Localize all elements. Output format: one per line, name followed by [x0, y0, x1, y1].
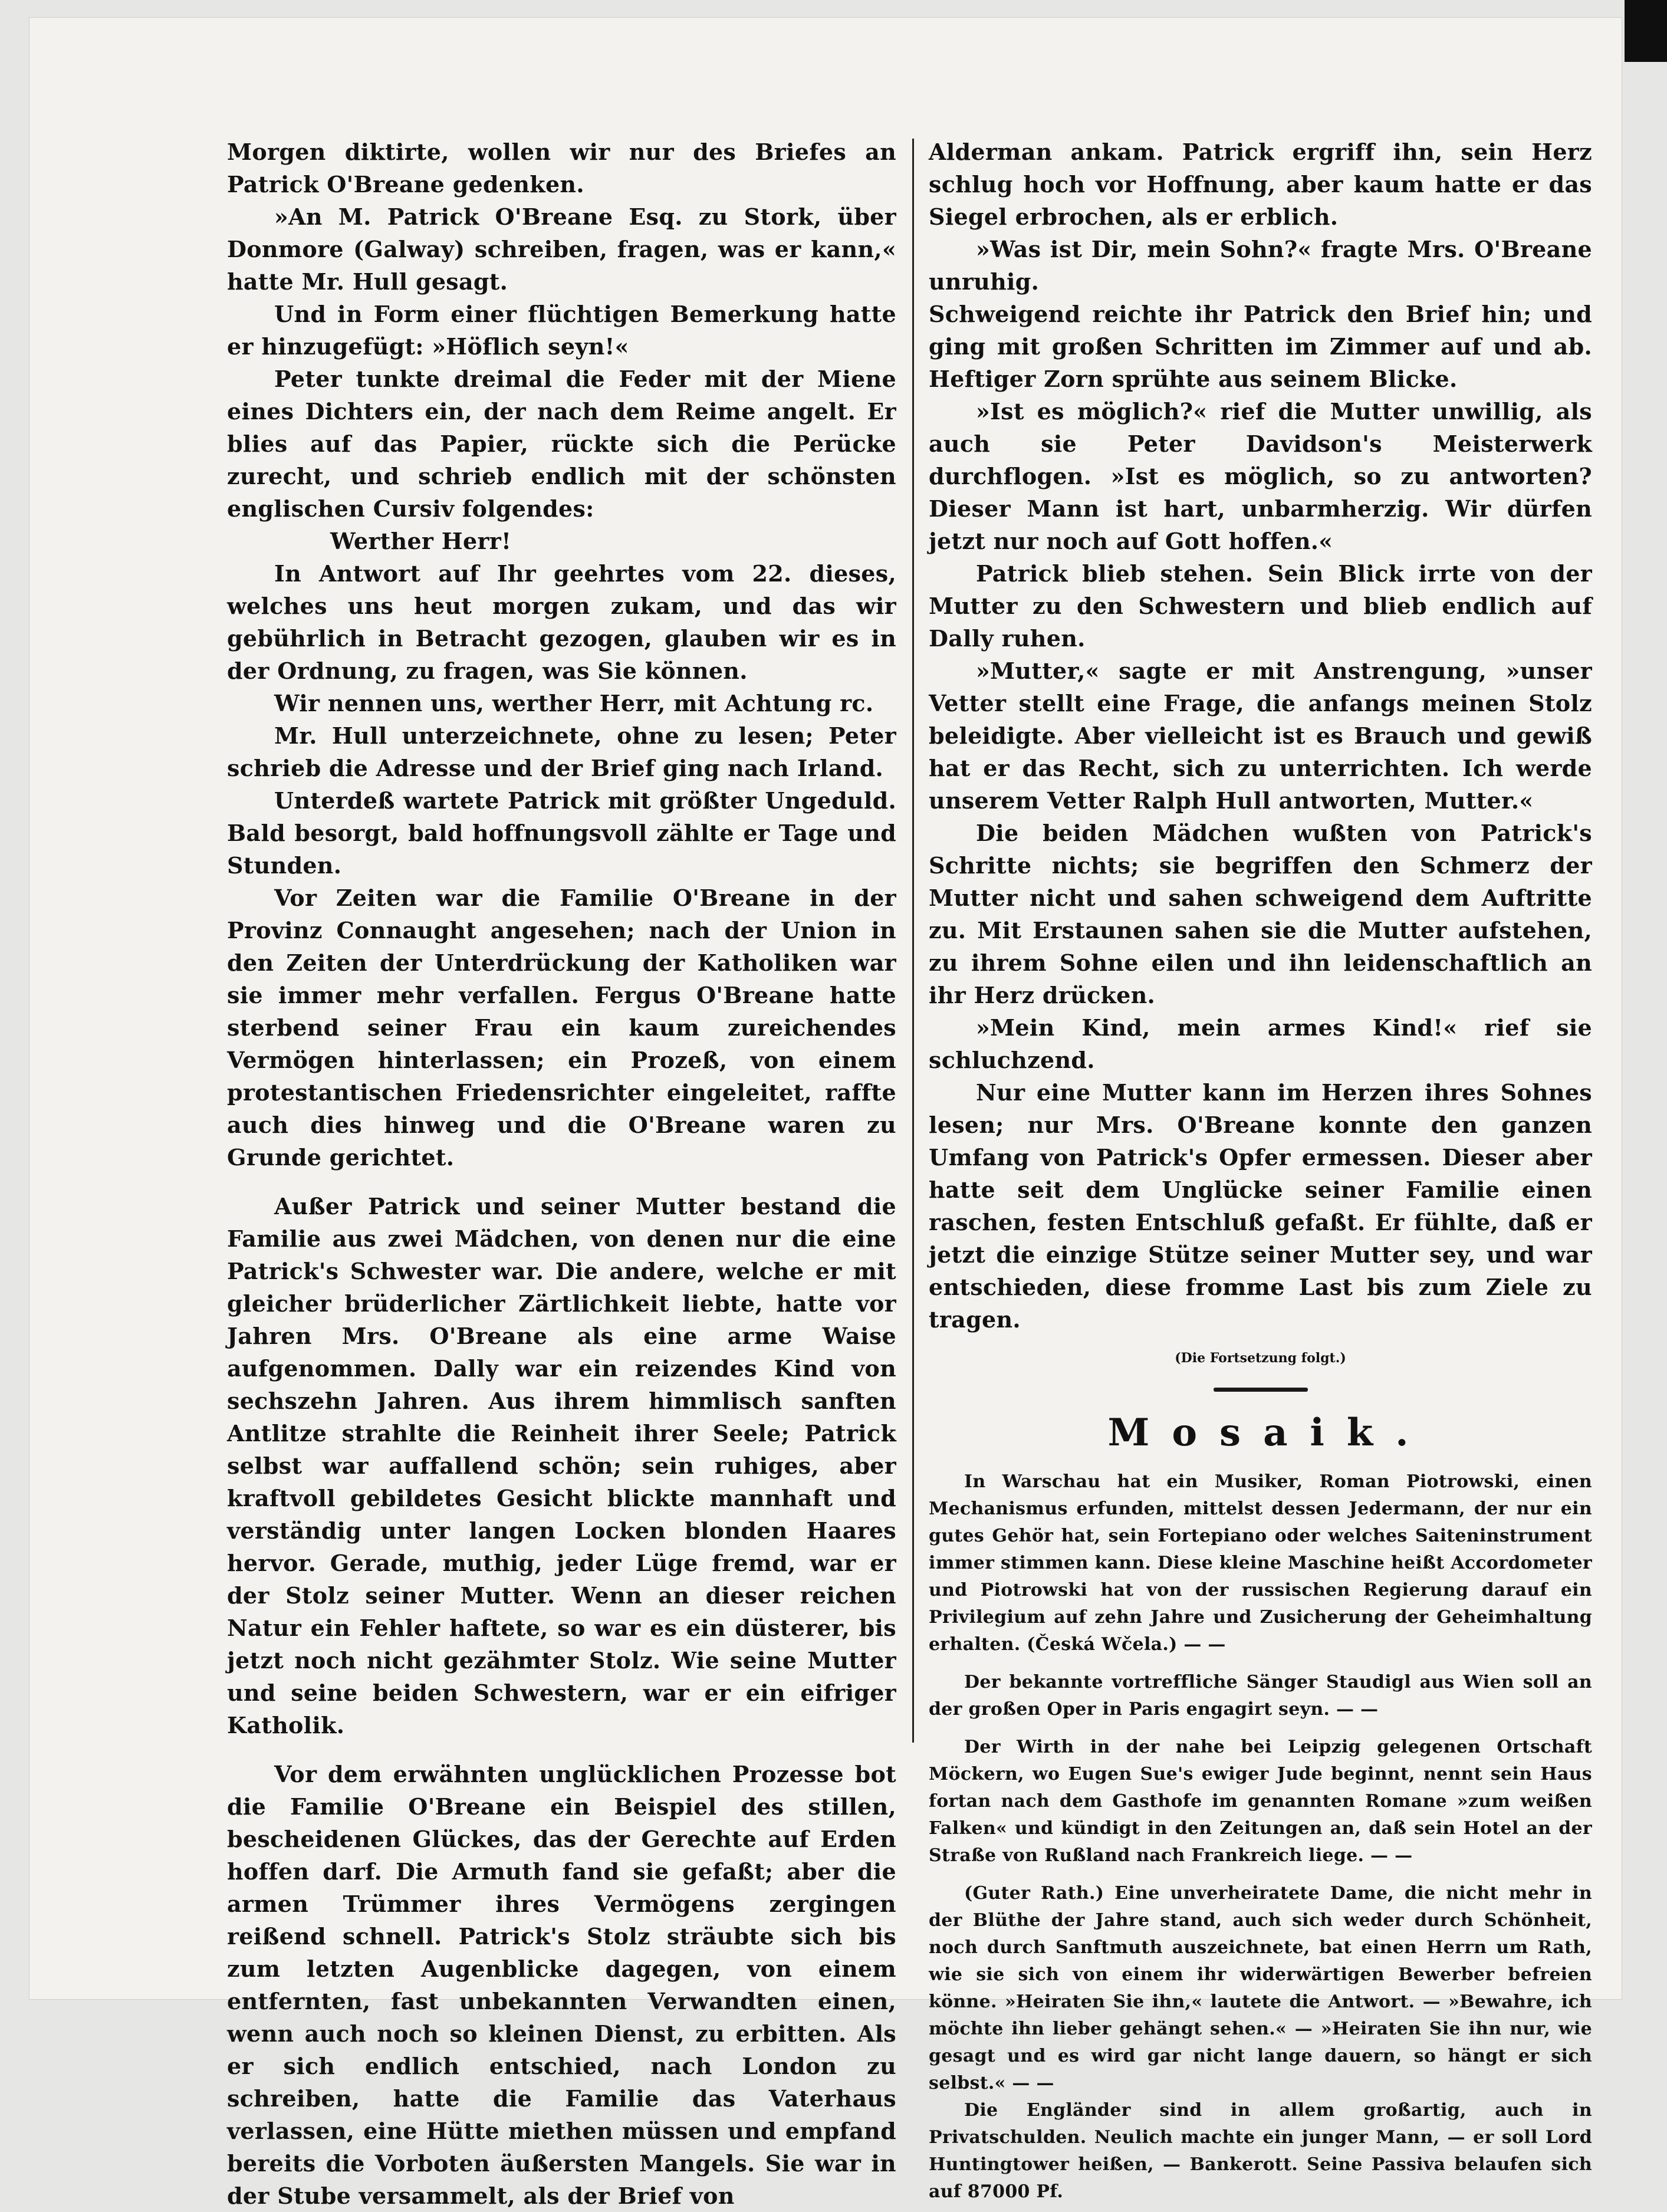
section-rule — [1214, 1388, 1308, 1392]
news-item: In Warschau hat ein Musiker, Roman Piotrowski, einen Mechanismus erfunden, mittelst dessen Jedermann, der nur ein gutes Gehör hat, sein Fortepiano oder welches Saiteninstrument immer stimmen kann. Diese kleine Maschine heißt Accordometer und Piotrowski hat von der russischen Regierung darauf ein Privilegium auf zehn Jahre und Zusicherung der Geheimhaltung erhalten. (Česká Wčela.) — — — [929, 1471, 1592, 1655]
paragraph: In Antwort auf Ihr geehrtes vom 22. dieses, welches uns heut morgen zukam, und das wir gebührlich in Betracht gezogen, glauben wir es in der Ordnung, zu fragen, was Sie können. — [227, 560, 896, 684]
continuation-note: (Die Fortsetzung folgt.) — [1175, 1350, 1346, 1366]
paragraph: Die beiden Mädchen wußten von Patrick's Schritte nichts; sie begriffen den Schmerz der Mutter nicht und sahen schweigend dem Auftritte zu. Mit Erstaunen sahen sie die Mutter aufstehen, zu ihrem Sohne eilen und ihn leidenschaftlich an ihr Herz drücken. — [929, 820, 1592, 1008]
right-column — [929, 136, 1592, 2206]
paragraph: Nur eine Mutter kann im Herzen ihres Sohnes lesen; nur Mrs. O'Breane konnte den ganzen Umfang von Patrick's Opfer ermessen. Dieser aber hatte seit dem Unglücke seiner Familie einen raschen, festen Entschluß gefaßt. Er fühlte, daß er jetzt die einzige Stütze seiner Mutter sey, und war entschieden, diese fromme Last bis zum Ziele zu tragen. — [929, 1079, 1592, 1333]
news-item: Der bekannte vortreffliche Sänger Staudigl aus Wien soll an der großen Oper in Paris engagirt seyn. — — — [929, 1672, 1592, 1720]
paragraph: Außer Patrick und seiner Mutter bestand die Familie aus zwei Mädchen, von denen nur die eine Patrick's Schwester war. Die andere, welche er mit gleicher brüderlicher Zärtlichkeit liebte, hatte vor Jahren Mrs. O'Breane als eine arme Waise aufgenommen. Dally war ein reizendes Kind von sechszehn Jahren. Aus ihrem himmlisch sanften Antlitze strahlte die Reinheit ihrer Seele; Patrick selbst war auffallend schön; sein ruhiges, aber kraftvoll gebildetes Gesicht blickte mannhaft und verständig unter langen Locken blonden Haares hervor. Gerade, muthig, jeder Lüge fremd, war er der Stolz seiner Mutter. Wenn an dieser reichen Natur ein Fehler haftete, so war es ein düsterer, bis jetzt noch nicht gezähmter Stolz. Wie seine Mutter und seine beiden Schwestern, war er ein eifriger Katholik. — [227, 1193, 896, 1738]
paragraph: Wir nennen uns, werther Herr, mit Achtung rc. — [274, 690, 874, 716]
news-item: Der Wirth in der nahe bei Leipzig gelegenen Ortschaft Möckern, wo Eugen Sue's ewiger Jude beginnt, nennt sein Haus fortan nach dem Gasthofe im genannten Romane »zum weißen Falken« und kündigt in den Zeitungen an, daß sein Hotel an der Straße von Rußland nach Frankreich liege. — — — [929, 1737, 1592, 1866]
newspaper-page — [29, 18, 1622, 2209]
column-divider — [912, 139, 914, 1743]
paragraph: Patrick blieb stehen. Sein Blick irrte von der Mutter zu den Schwestern und blieb endlich auf Dally ruhen. — [929, 560, 1592, 652]
paragraph: »Mutter,« sagte er mit Anstrengung, »unser Vetter stellt eine Frage, die anfangs meinen Stolz beleidigte. Aber vielleicht ist es Brauch und gewiß hat er das Recht, sich zu unterrichten. Ich werde unserem Vetter Ralph Hull antworten, Mutter.« — [929, 658, 1592, 814]
paragraph: »Ist es möglich?« rief die Mutter unwillig, als auch sie Peter Davidson's Meisterwerk durchflogen. »Ist es möglich, so zu antworten? Dieser Mann ist hart, unbarmherzig. Wir dürfen jetzt nur noch auf Gott hoffen.« — [929, 398, 1592, 554]
paragraph: »An M. Patrick O'Breane Esq. zu Stork, über Donmore (Galway) schreiben, fragen, was er kann,« hatte Mr. Hull gesagt. — [227, 203, 896, 295]
paragraph: Peter tunkte dreimal die Feder mit der Miene eines Dichters ein, der nach dem Reime angelt. Er blies auf das Papier, rückte sich die Perücke zurecht, und schrieb endlich mit der schönsten englischen Cursiv folgendes: — [227, 366, 896, 522]
left-column — [227, 136, 896, 2212]
paragraph: »Mein Kind, mein armes Kind!« rief sie schluchzend. — [929, 1014, 1592, 1073]
paragraph: Morgen diktirte, wollen wir nur des Briefes an Patrick O'Breane gedenken. — [227, 139, 896, 198]
news-item: Die Engländer sind in allem großartig, auch in Privatschulden. Neulich machte ein junger Mann, — er soll Lord Huntingtower heißen, — Bankerott. Seine Passiva belaufen sich auf 87000 Pf. — [929, 2100, 1592, 2202]
news-item: (Guter Rath.) Eine unverheiratete Dame, die nicht mehr in der Blüthe der Jahre stand, auch sich weder durch Schönheit, noch durch Sanftmuth auszeichnete, bat einen Herrn um Rath, wie sie sich von einem ihr widerwärtigen Bewerber befreien könne. »Heiraten Sie ihn,« lautete die Antwort. — »Bewahre, ich möchte ihn lieber gehängt sehen.« — »Heiraten Sie ihn nur, wie gesagt und es wird gar nicht lange dauern, so hängt er sich selbst.« — — — [929, 1883, 1592, 2093]
paragraph: »Was ist Dir, mein Sohn?« fragte Mrs. O'Breane unruhig. — [929, 236, 1592, 295]
letter-salutation: Werther Herr! — [330, 528, 512, 554]
paragraph: Vor Zeiten war die Familie O'Breane in der Provinz Connaught angesehen; nach der Union in den Zeiten der Unterdrückung der Katholiken war sie immer mehr verfallen. Fergus O'Breane hatte sterbend seiner Frau ein kaum zureichendes Vermögen hinterlassen; ein Prozeß, von einem protestantischen Friedensrichter eingeleitet, raffte auch dies hinweg und die O'Breane waren zu Grunde gerichtet. — [227, 885, 896, 1171]
scan-edge — [1625, 0, 1667, 62]
section-title: Mosaik. — [1107, 1411, 1431, 1455]
paragraph: Mr. Hull unterzeichnete, ohne zu lesen; Peter schrieb die Adresse und der Brief ging nach Irland. — [227, 722, 896, 781]
paragraph: Unterdeß wartete Patrick mit größter Ungeduld. Bald besorgt, bald hoffnungsvoll zählte er Tage und Stunden. — [227, 787, 896, 879]
paragraph: Und in Form einer flüchtigen Bemerkung hatte er hinzugefügt: »Höflich seyn!« — [227, 301, 896, 360]
paragraph: Vor dem erwähnten unglücklichen Prozesse bot die Familie O'Breane ein Beispiel des stillen, bescheidenen Glückes, das der Gerechte auf Erden hoffen darf. Die Armuth fand sie gefaßt; aber die armen Trümmer ihres Vermögens zergingen reißend schnell. Patrick's Stolz sträubte sich bis zum letzten Augenblicke dagegen, von einem entfernten, fast unbekannten Verwandten einen, wenn auch noch so kleinen Dienst, zu erbitten. Als er sich endlich entschied, nach London zu schreiben, hatte die Familie das Vaterhaus verlassen, eine Hütte miethen müssen und empfand bereits die Vorboten äußersten Mangels. Sie war in der Stube versammelt, als der Brief von — [227, 1761, 896, 2209]
paragraph: Schweigend reichte ihr Patrick den Brief hin; und ging mit großen Schritten im Zimmer auf und ab. Heftiger Zorn sprühte aus seinem Blicke. — [929, 301, 1592, 392]
paragraph: Alderman ankam. Patrick ergriff ihn, sein Herz schlug hoch vor Hoffnung, aber kaum hatte er das Siegel erbrochen, als er erblich. — [929, 139, 1592, 230]
